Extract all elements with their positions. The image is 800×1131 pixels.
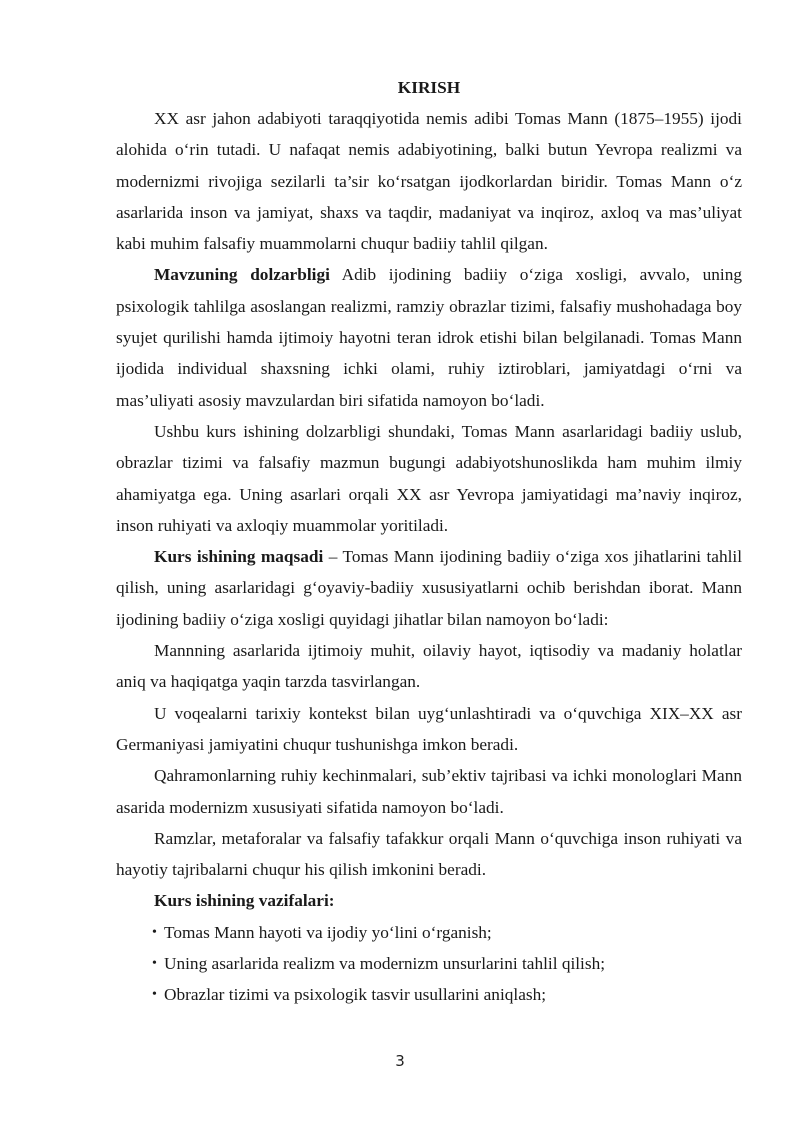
tasks-list <box>116 917 742 1011</box>
aspect-paragraph: U voqealarni tarixiy kontekst bilan uyg‘unlashtiradi va o‘quvchiga XIX–XX asr Germaniyasi jamiyatini chuqur tushunishga imkon beradi. <box>116 703 742 754</box>
list-item <box>152 979 742 1010</box>
relevance-paragraph-2: Ushbu kurs ishining dolzarbligi shundaki, Tomas Mann asarlaridagi badiiy uslub, obrazlar tizimi va falsafiy mazmun bugungi adabiyotshunoslikda ham muhim ilmiy ahamiyatga ega. Uning asarlari orqali XX asr Yevropa jamiyatidagi ma’naviy inqiroz, inson ruhiyati va axloqiy muammolar yoritiladi. <box>116 421 742 535</box>
relevance-paragraph <box>116 259 742 415</box>
bullet-icon: • <box>152 924 157 940</box>
bullet-icon: • <box>152 956 157 972</box>
goal-text: – Tomas Mann ijodining badiiy o‘ziga xos jihatlarini tahlil qilish, uning asarlaridagi g‘oyaviy-badiiy xususiyatlarni ochib berishdan iborat. Mann ijodining badiiy o‘ziga xosligi quyidagi jihatlar bilan namoyon bo‘ladi: <box>116 547 742 629</box>
bullet-icon: • <box>152 987 157 1003</box>
page-number: 3 <box>395 1052 405 1070</box>
page-title: KIRISH <box>397 78 461 97</box>
task-text: Obrazlar tizimi va psixologik tasvir usullarini aniqlash; <box>164 985 547 1005</box>
aspect-paragraph: Ramzlar, metaforalar va falsafiy tafakkur orqali Mann o‘quvchiga inson ruhiyati va hayotiy tajribalarni chuqur his qilish imkonini beradi. <box>116 828 742 880</box>
goal-label: Kurs ishining maqsadi <box>154 547 324 567</box>
task-text: Tomas Mann hayoti va ijodiy yo‘lini o‘rganish; <box>164 922 492 942</box>
relevance-label: Mavzuning dolzarbligi <box>154 265 330 285</box>
list-item <box>152 948 742 979</box>
relevance-text: Adib ijodining badiiy o‘ziga xosligi, avvalo, uning psixologik tahlilga asoslangan realizmi, ramziy obrazlar tizimi, falsafiy mushohadaga boy syujet qurilishi hamda ijtimoiy hayotni teran idrok etishi bilan belgilanadi. Tomas Mann ijodida individual shaxsning ichki olami, ruhiy iztiroblari, jamiyatdagi o‘rni va mas’uliyati asosiy mavzulardan biri sifatida namoyon bo‘ladi. <box>116 265 742 410</box>
task-text: Uning asarlarida realizm va modernizm unsurlarini tahlil qilish; <box>164 954 606 974</box>
page-content <box>116 76 742 1011</box>
goal-paragraph <box>116 541 742 635</box>
intro-paragraph: XX asr jahon adabiyoti taraqqiyotida nemis adibi Tomas Mann (1875–1955) ijodi alohida o‘rin tutadi. U nafaqat nemis adabiyotining, balki butun Yevropa realizmi va modernizmi rivojiga sezilarli ta’sir ko‘rsatgan ijodkorlardan biridir. Tomas Mann o‘z asarlarida inson va jamiyat, shaxs va taqdir, madaniyat va inqiroz, axloq va mas’uliyat kabi muhim falsafiy muammolarni chuqur badiiy tahlil qilgan. <box>116 109 742 254</box>
tasks-heading: Kurs ishining vazifalari: <box>154 891 335 911</box>
aspect-paragraph: Qahramonlarning ruhiy kechinmalari, sub’ektiv tajribasi va ichki monologlari Mann asarida modernizm xususiyati sifatida namoyon bo‘ladi. <box>116 766 742 817</box>
aspect-paragraph: Mannning asarlarida ijtimoiy muhit, oilaviy hayot, iqtisodiy va madaniy holatlar aniq va haqiqatga yaqin tarzda tasvirlangan. <box>116 641 742 692</box>
list-item <box>152 917 742 948</box>
